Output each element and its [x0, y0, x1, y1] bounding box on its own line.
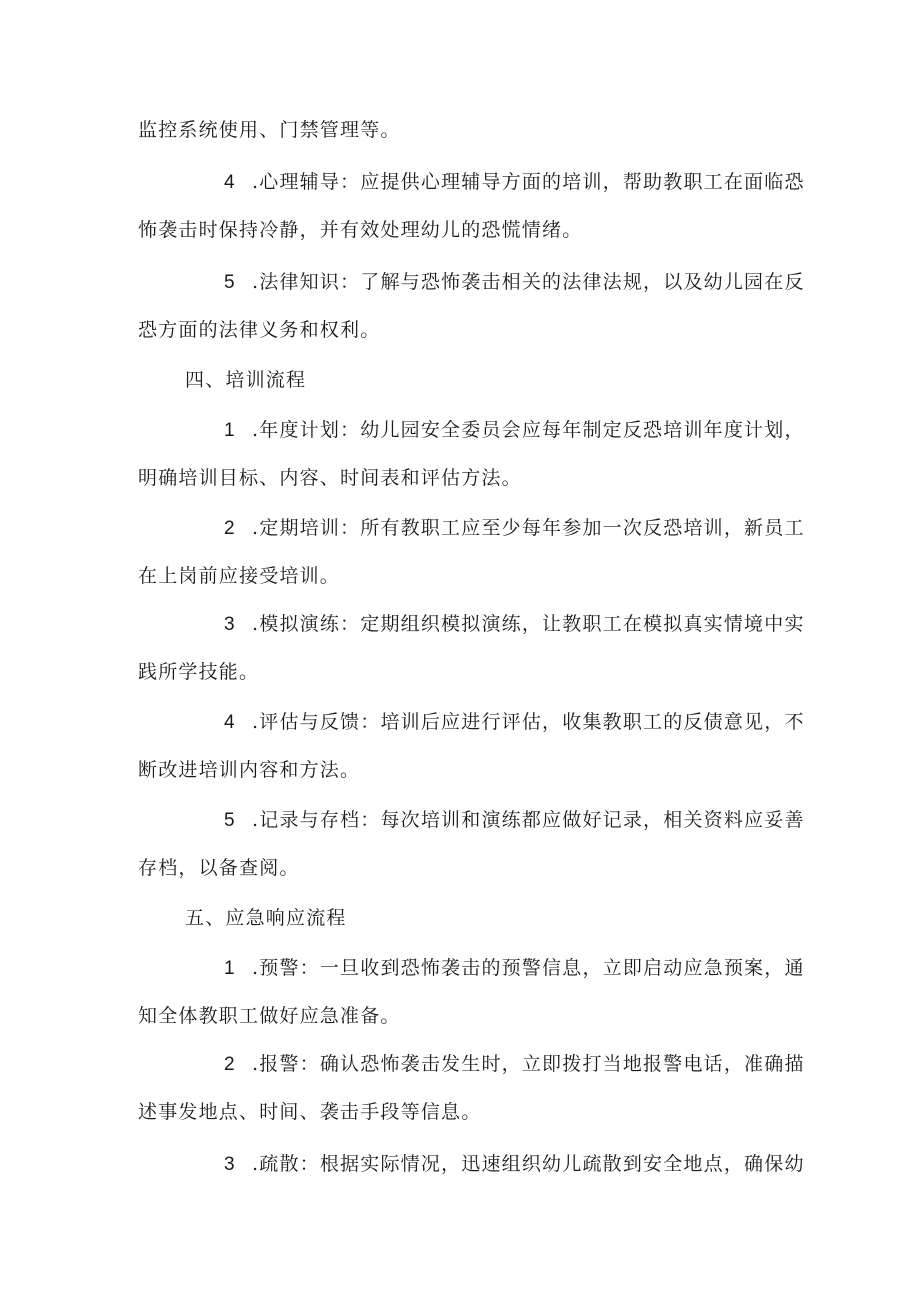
- paragraph-line: [138, 564, 340, 588]
- line-text: .预警：一旦收到恐怖袭击的预警信息，立即启动应急预案，通: [252, 957, 805, 979]
- line-text: 怖袭击时保持冷静，并有效处理幼儿的恐慌情绪。: [138, 219, 583, 241]
- line-text: 在上岗前应接受培训。: [138, 565, 341, 587]
- list-item-line: [224, 808, 805, 833]
- paragraph-line: [138, 1004, 401, 1028]
- line-text: .评估与反馈：培训后应进行评估，收集教职工的反债意见，不: [252, 711, 805, 733]
- line-text: 监控系统使用、门禁管理等。: [138, 119, 401, 141]
- item-number: 5: [224, 810, 236, 831]
- line-text: 断改进培训内容和方法。: [138, 759, 361, 781]
- section-heading: [185, 368, 306, 392]
- list-item-line: [224, 516, 805, 541]
- item-number: 2: [224, 1054, 236, 1075]
- list-item-line: [224, 612, 805, 637]
- item-number: 1: [224, 420, 236, 441]
- item-number: 5: [224, 272, 236, 293]
- line-text: .疏散：根据实际情况，迅速组织幼儿疏散到安全地点，确保幼: [252, 1153, 805, 1175]
- line-text: .报警：确认恐怖袭击发生时，立即拨打当地报警电话，准确描: [252, 1053, 805, 1075]
- paragraph-line: [138, 758, 360, 782]
- paragraph-line: [138, 466, 522, 490]
- paragraph-line: [138, 660, 259, 684]
- section-heading: [185, 906, 347, 930]
- list-item-line: [224, 1052, 805, 1077]
- paragraph-line: [138, 118, 401, 142]
- heading-text: 四、培训流程: [185, 369, 307, 391]
- item-number: 3: [224, 1154, 236, 1175]
- list-item-line: [224, 1152, 805, 1177]
- list-item-line: [224, 170, 805, 195]
- line-text: 践所学技能。: [138, 661, 260, 683]
- item-number: 1: [224, 958, 236, 979]
- item-number: 3: [224, 614, 236, 635]
- line-text: 述事发地点、时间、袭击手段等信息。: [138, 1101, 482, 1123]
- list-item-line: [224, 418, 805, 443]
- list-item-line: [224, 956, 805, 981]
- line-text: 明确培训目标、内容、时间表和评估方法。: [138, 467, 522, 489]
- line-text: .记录与存档：每次培训和演练都应做好记录，相关资料应妥善: [252, 809, 805, 831]
- line-text: 存档，以备查阅。: [138, 857, 300, 879]
- line-text: .年度计划：幼儿园安全委员会应每年制定反恐培训年度计划，: [252, 419, 805, 441]
- item-number: 4: [224, 172, 236, 193]
- list-item-line: [224, 710, 805, 735]
- heading-text: 五、应急响应流程: [185, 907, 347, 929]
- paragraph-line: [138, 318, 380, 342]
- line-text: .定期培训：所有教职工应至少每年参加一次反恐培训，新员工: [252, 517, 805, 539]
- list-item-line: [224, 270, 805, 295]
- paragraph-line: [138, 856, 300, 880]
- paragraph-line: [138, 218, 582, 242]
- line-text: 恐方面的法律义务和权利。: [138, 319, 381, 341]
- line-text: .模拟演练：定期组织模拟演练，让教职工在模拟真实情境中实: [252, 613, 805, 635]
- line-text: 知全体教职工做好应急准备。: [138, 1005, 401, 1027]
- line-text: .法律知识：了解与恐怖袭击相关的法律法规，以及幼儿园在反: [252, 271, 805, 293]
- item-number: 4: [224, 712, 236, 733]
- item-number: 2: [224, 518, 236, 539]
- line-text: .心理辅导：应提供心理辅导方面的培训，帮助教职工在面临恐: [252, 171, 805, 193]
- paragraph-line: [138, 1100, 481, 1124]
